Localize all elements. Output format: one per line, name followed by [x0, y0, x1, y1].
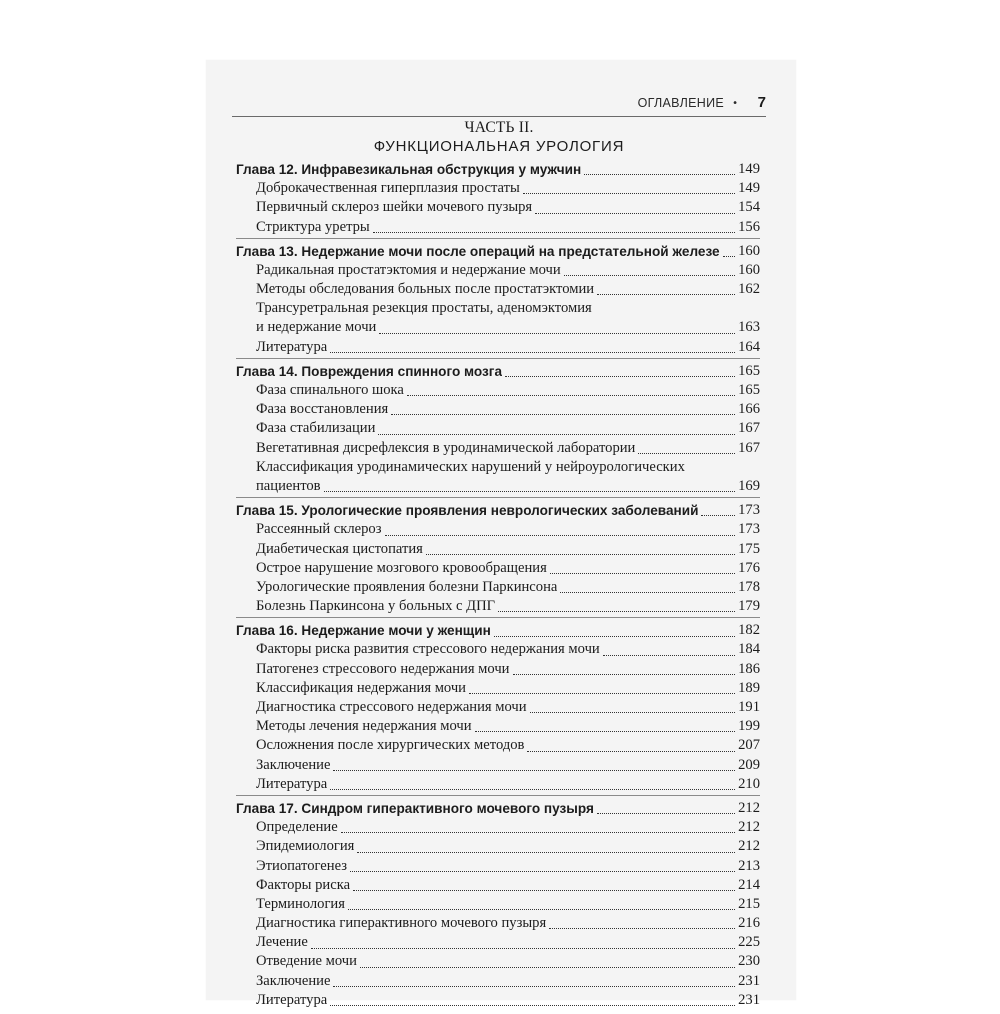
toc-section-title: Факторы риска развития стрессового недержания мочи [256, 641, 600, 658]
toc-section-title: Терминология [256, 895, 345, 912]
toc-section[interactable] [236, 895, 760, 914]
toc-section[interactable] [236, 179, 760, 198]
toc-section-title: и недержание мочи [256, 319, 377, 336]
toc-section-page: 154 [738, 199, 760, 216]
toc-section-title-line: Трансуретральная резекция простаты, аденомэктомия [256, 300, 592, 317]
toc-chapter-heading-title: Глава 14. Повреждения спинного мозга [236, 363, 503, 379]
dot-leader [324, 490, 736, 492]
toc-section[interactable] [236, 736, 760, 755]
dot-leader [560, 591, 735, 593]
toc-chapter-heading-title: Глава 16. Недержание мочи у женщин [236, 623, 491, 639]
toc-section-page: 179 [738, 598, 760, 615]
toc-chapter [236, 799, 760, 1011]
toc-section-page: 164 [738, 338, 760, 355]
toc-section-page: 163 [738, 319, 760, 336]
toc-section-page: 189 [738, 679, 760, 696]
dot-leader [549, 927, 735, 929]
toc-chapter-heading-page: 182 [738, 622, 760, 639]
toc-section-page: 212 [738, 819, 760, 836]
dot-leader [523, 192, 735, 194]
toc-section[interactable] [236, 857, 760, 876]
toc-section-title: Вегетативная дисрефлексия в уродинамической лаборатории [256, 439, 636, 456]
toc-section[interactable] [236, 597, 760, 616]
toc-section-title: Патогенез стрессового недержания мочи [256, 660, 510, 677]
toc-section[interactable] [236, 837, 760, 856]
toc-section-page: 160 [738, 261, 760, 278]
toc-section-page: 209 [738, 756, 760, 773]
dot-leader [357, 851, 735, 853]
dot-leader [353, 889, 735, 891]
toc-section-title: Литература [256, 338, 328, 355]
dot-leader [360, 966, 735, 968]
dot-leader [311, 947, 735, 949]
toc-section[interactable] [236, 756, 760, 775]
dot-leader [597, 812, 735, 814]
toc-chapter-heading[interactable] [236, 799, 760, 818]
toc-chapter-heading-title: Глава 13. Недержание мочи после операций на предстательной железе [236, 243, 720, 259]
toc-section-title: Рассеянный склероз [256, 521, 382, 538]
toc-section-page: 165 [738, 382, 760, 399]
toc-section-page: 184 [738, 641, 760, 658]
dot-leader [535, 212, 735, 214]
dot-leader [701, 514, 735, 516]
toc-section-page: 231 [738, 991, 760, 1008]
toc-section-page: 162 [738, 281, 760, 298]
toc-section[interactable] [236, 991, 760, 1010]
dot-leader [498, 610, 735, 612]
toc-section[interactable] [236, 679, 760, 698]
toc-section-page: 175 [738, 540, 760, 557]
toc-section-page: 210 [738, 775, 760, 792]
toc-section-page: 212 [738, 838, 760, 855]
toc-section-page: 178 [738, 578, 760, 595]
toc-chapter [236, 160, 760, 239]
dot-leader [373, 231, 735, 233]
toc-section-page: 186 [738, 660, 760, 677]
toc-section[interactable] [236, 540, 760, 559]
dot-leader [469, 692, 735, 694]
toc-section-title: Литература [256, 991, 328, 1008]
toc-section-page: 167 [738, 420, 760, 437]
toc-section-title: Фаза восстановления [256, 401, 389, 418]
dot-leader [333, 769, 735, 771]
toc-section[interactable] [236, 717, 760, 736]
dot-leader [494, 635, 735, 637]
dot-leader [333, 985, 735, 987]
toc-section[interactable] [236, 559, 760, 578]
dot-leader [505, 375, 735, 377]
toc-section[interactable] [236, 876, 760, 895]
dot-leader [407, 394, 735, 396]
toc-chapter [236, 501, 760, 618]
toc-section[interactable] [236, 218, 760, 237]
toc-section-title: Диабетическая цистопатия [256, 540, 423, 557]
toc-section-title: Острое нарушение мозгового кровообращения [256, 559, 547, 576]
dot-leader [584, 173, 735, 175]
toc-section-title: Доброкачественная гиперплазия простаты [256, 180, 520, 197]
dot-leader [330, 1004, 735, 1006]
toc-section[interactable] [236, 818, 760, 837]
dot-leader [426, 553, 735, 555]
toc-section-page: 191 [738, 699, 760, 716]
running-head-title: ОГЛАВЛЕНИЕ [637, 96, 724, 110]
toc-chapter-heading[interactable] [236, 242, 760, 261]
toc-section-title: Литература [256, 775, 328, 792]
toc-section[interactable] [236, 775, 760, 794]
toc-section-page: 199 [738, 718, 760, 735]
toc-section-title: Факторы риска [256, 876, 351, 893]
toc-chapter-heading-page: 160 [738, 242, 760, 259]
toc-chapter [236, 242, 760, 359]
toc-section-title-line: Классификация уродинамических нарушений у нейроурологических [256, 458, 685, 475]
toc-section-page: 214 [738, 876, 760, 893]
dot-leader [597, 293, 735, 295]
toc-section-title: Осложнения после хирургических методов [256, 737, 525, 754]
toc-section-title: пациентов [256, 477, 321, 494]
toc-section[interactable] [236, 280, 760, 299]
toc-section-title: Урологические проявления болезни Паркинсона [256, 578, 558, 595]
toc-section[interactable] [236, 933, 760, 952]
toc-section[interactable] [236, 198, 760, 217]
toc-chapter [236, 362, 760, 498]
toc-section-page: 225 [738, 934, 760, 951]
toc-chapter-heading[interactable] [236, 501, 760, 520]
dot-leader [341, 831, 735, 833]
dot-leader [348, 908, 735, 910]
toc-section-title: Методы лечения недержания мочи [256, 718, 472, 735]
toc-section-title: Заключение [256, 756, 331, 773]
dot-leader [330, 788, 735, 790]
toc-section-title: Классификация недержания мочи [256, 679, 466, 696]
toc-section-page: 173 [738, 521, 760, 538]
toc-section[interactable] [236, 381, 760, 400]
toc-section-title: Эпидемиология [256, 838, 355, 855]
toc-chapter-heading-title: Глава 15. Урологические проявления неврологических заболеваний [236, 503, 699, 519]
toc-chapter-heading-page: 165 [738, 362, 760, 379]
toc-section-title: Фаза спинального шока [256, 382, 404, 399]
toc-section-page: 149 [738, 180, 760, 197]
toc-section-title: Диагностика стрессового недержания мочи [256, 699, 527, 716]
toc-chapter-heading-title: Глава 17. Синдром гиперактивного мочевого пузыря [236, 800, 594, 816]
running-head-bullet: • [732, 98, 738, 109]
dot-leader [513, 673, 736, 675]
dot-leader [564, 274, 735, 276]
toc-section-title: Фаза стабилизации [256, 420, 376, 437]
toc-section[interactable] [236, 319, 760, 338]
dot-leader [385, 534, 736, 536]
dot-leader [603, 654, 735, 656]
toc-section[interactable] [236, 641, 760, 660]
dot-leader [475, 730, 736, 732]
toc-section-page: 231 [738, 972, 760, 989]
dot-leader [330, 351, 735, 353]
toc-section-title: Первичный склероз шейки мочевого пузыря [256, 199, 533, 216]
table-of-contents [236, 160, 760, 1014]
toc-chapter-heading[interactable] [236, 160, 760, 179]
part-label: ЧАСТЬ II. [464, 119, 534, 136]
dot-leader [723, 255, 736, 257]
toc-section[interactable] [236, 477, 760, 496]
toc-section-title: Методы обследования больных после простатэктомии [256, 281, 595, 298]
toc-chapter-heading-page: 212 [738, 799, 760, 816]
running-head [232, 96, 766, 117]
toc-section-page: 156 [738, 218, 760, 235]
toc-section[interactable] [236, 520, 760, 539]
toc-section[interactable] [236, 660, 760, 679]
page-number: 7 [757, 94, 766, 111]
dot-leader [530, 711, 736, 713]
toc-chapter-heading-page: 149 [738, 160, 760, 177]
toc-section-page: 207 [738, 737, 760, 754]
toc-section-title: Отведение мочи [256, 953, 357, 970]
toc-chapter [236, 621, 760, 796]
dot-leader [527, 750, 735, 752]
toc-chapter-heading[interactable] [236, 621, 760, 640]
dot-leader [550, 572, 735, 574]
toc-section-page: 216 [738, 915, 760, 932]
toc-section[interactable] [236, 914, 760, 933]
toc-section[interactable] [236, 338, 760, 357]
toc-section-page: 166 [738, 401, 760, 418]
toc-section[interactable] [236, 578, 760, 597]
toc-section[interactable] [236, 953, 760, 972]
dot-leader [350, 870, 735, 872]
toc-section[interactable] [236, 261, 760, 280]
toc-section[interactable] [236, 439, 760, 458]
toc-section-page: 230 [738, 953, 760, 970]
dot-leader [391, 413, 735, 415]
dot-leader [378, 433, 735, 435]
toc-section-title: Этиопатогенез [256, 857, 348, 874]
toc-section-title: Диагностика гиперактивного мочевого пузыря [256, 915, 547, 932]
toc-section-title: Лечение [256, 934, 308, 951]
toc-chapter-heading-title: Глава 12. Инфравезикальная обструкция у мужчин [236, 161, 582, 177]
toc-section-title: Стриктура уретры [256, 218, 370, 235]
toc-section-page: 215 [738, 895, 760, 912]
toc-chapter-heading[interactable] [236, 362, 760, 381]
toc-section-page: 213 [738, 857, 760, 874]
toc-section-title: Болезнь Паркинсона у больных с ДПГ [256, 598, 496, 615]
toc-section-page: 167 [738, 439, 760, 456]
toc-section-title: Определение [256, 819, 338, 836]
toc-section[interactable] [236, 972, 760, 991]
toc-section[interactable] [236, 419, 760, 438]
toc-chapter-heading-page: 173 [738, 502, 760, 519]
toc-section-title: Радикальная простатэктомия и недержание мочи [256, 261, 561, 278]
dot-leader [379, 332, 735, 334]
toc-section-title: Заключение [256, 972, 331, 989]
toc-section-page: 176 [738, 559, 760, 576]
toc-section-page: 169 [738, 477, 760, 494]
toc-section[interactable] [236, 698, 760, 717]
part-title: ФУНКЦИОНАЛЬНАЯ УРОЛОГИЯ [373, 138, 625, 155]
toc-section[interactable] [236, 400, 760, 419]
dot-leader [638, 452, 735, 454]
